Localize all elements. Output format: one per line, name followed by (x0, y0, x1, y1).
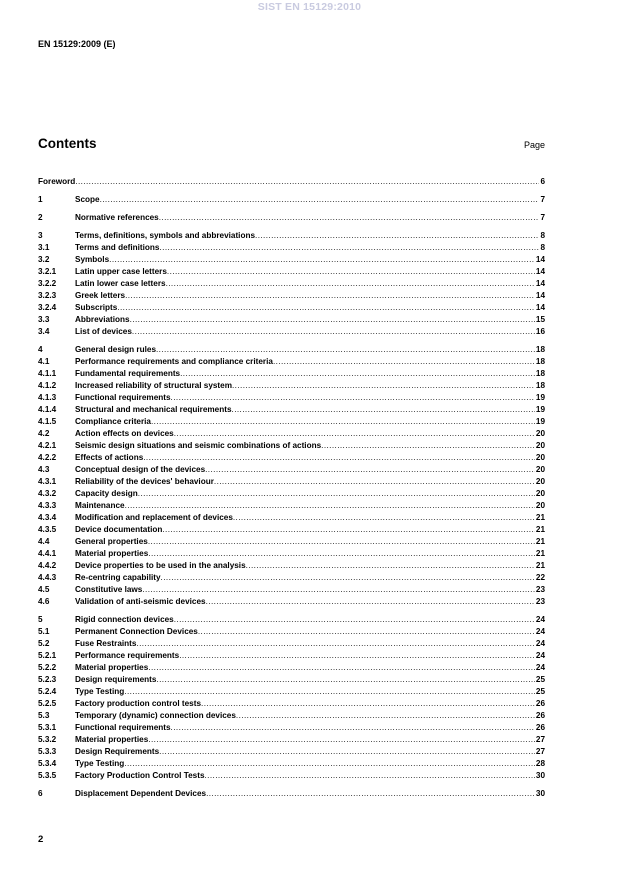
toc-entry[interactable] (38, 356, 545, 368)
toc-entry-page: 26 (535, 723, 545, 732)
toc-entry-number: 4.3.4 (38, 513, 57, 522)
toc-dot-leader (151, 416, 535, 428)
toc-entry-number: 3.1 (38, 243, 50, 252)
toc-entry-page: 24 (535, 651, 545, 660)
toc-dot-leader (205, 770, 535, 782)
toc-entry-title: Device documentation (75, 525, 163, 534)
toc-entry-page: 20 (535, 501, 545, 510)
toc-dot-leader (124, 686, 535, 698)
toc-entry-title: Type Testing (75, 687, 125, 696)
toc-entry[interactable] (38, 344, 545, 356)
toc-dot-leader (142, 584, 535, 596)
toc-entry[interactable] (38, 452, 545, 464)
toc-entry[interactable] (38, 686, 545, 698)
toc-entry[interactable] (38, 404, 545, 416)
toc-entry-number: 5.2.1 (38, 651, 57, 660)
toc-entry-page: 18 (535, 345, 545, 354)
toc-entry[interactable] (38, 758, 545, 770)
toc-entry-number: 4.4.2 (38, 561, 57, 570)
toc-dot-leader (174, 614, 535, 626)
toc-dot-leader (232, 404, 535, 416)
toc-entry-title: Seismic design situations and seismic combinations of actions (75, 441, 322, 450)
toc-entry[interactable] (38, 428, 545, 440)
toc-entry-title: Validation of anti-seismic devices (75, 597, 206, 606)
toc-entry-number: 3.2.1 (38, 267, 57, 276)
toc-dot-leader (125, 500, 535, 512)
toc-entry[interactable] (38, 476, 545, 488)
toc-entry-page: 25 (535, 687, 545, 696)
toc-entry[interactable] (38, 662, 545, 674)
toc-entry-number: 4.1 (38, 357, 50, 366)
toc-entry-page: 28 (535, 759, 545, 768)
toc-entry-number: 5.3.3 (38, 747, 57, 756)
toc-entry-number: 5.3.2 (38, 735, 57, 744)
toc-dot-leader (273, 356, 535, 368)
toc-entry-page: 20 (535, 441, 545, 450)
toc-entry-number: 4.4 (38, 537, 50, 546)
toc-entry-number: 4.1.5 (38, 417, 57, 426)
toc-entry-number: 5.3.5 (38, 771, 57, 780)
toc-entry-page: 21 (535, 537, 545, 546)
toc-entry-number: 5.3 (38, 711, 50, 720)
toc-entry[interactable] (38, 290, 545, 302)
toc-entry-number: 4.3.5 (38, 525, 57, 534)
toc-entry-number: 3.3 (38, 315, 50, 324)
toc-entry-page: 30 (535, 771, 545, 780)
toc-entry-page: 24 (535, 615, 545, 624)
toc-entry-page: 23 (535, 597, 545, 606)
toc-entry-page: 14 (535, 267, 545, 276)
toc-entry[interactable] (38, 440, 545, 452)
toc-entry-page: 15 (535, 315, 545, 324)
toc-entry[interactable] (38, 536, 545, 548)
table-of-contents (38, 176, 545, 800)
toc-entry-title: List of devices (75, 327, 132, 336)
toc-dot-leader (100, 194, 540, 206)
toc-entry-page: 20 (535, 429, 545, 438)
toc-entry-title: Material properties (75, 663, 149, 672)
toc-entry-title: Performance requirements and compliance criteria (75, 357, 273, 366)
toc-dot-leader (214, 476, 535, 488)
toc-entry-number: 4.2.1 (38, 441, 57, 450)
toc-entry[interactable] (38, 488, 545, 500)
toc-entry-title: Terms, definitions, symbols and abbreviations (75, 231, 256, 240)
toc-entry-title: Subscripts (75, 303, 118, 312)
toc-entry-page: 21 (535, 513, 545, 522)
toc-entry-number: 5.2.3 (38, 675, 57, 684)
toc-entry[interactable] (38, 254, 545, 266)
toc-dot-leader (206, 596, 535, 608)
toc-dot-leader (171, 392, 535, 404)
toc-entry-page: 26 (535, 711, 545, 720)
toc-dot-leader (166, 278, 535, 290)
toc-entry-title: General design rules (75, 345, 156, 354)
toc-entry-title: General properties (75, 537, 148, 546)
toc-dot-leader (156, 344, 535, 356)
toc-dot-leader (148, 536, 535, 548)
toc-dot-leader (232, 380, 535, 392)
toc-entry-number: 4.2 (38, 429, 50, 438)
toc-entry-title: Displacement Dependent Devices (75, 789, 207, 798)
toc-entry-page: 8 (540, 243, 545, 252)
watermark: SIST EN 15129:2010 (257, 1, 362, 13)
toc-dot-leader (159, 242, 539, 254)
toc-entry-number: 5.3.1 (38, 723, 57, 732)
toc-entry-number: 4.5 (38, 585, 50, 594)
toc-entry-number: 5.2.5 (38, 699, 57, 708)
toc-entry[interactable] (38, 242, 545, 254)
toc-entry-number: 4.3.1 (38, 477, 57, 486)
toc-entry-title: Conceptual design of the devices (75, 465, 206, 474)
toc-entry-title: Design Requirements (75, 747, 160, 756)
toc-entry[interactable] (38, 788, 545, 800)
toc-entry-title: Performance requirements (75, 651, 180, 660)
toc-entry-page: 19 (535, 417, 545, 426)
toc-entry-title: Constitutive laws (75, 585, 143, 594)
toc-entry[interactable] (38, 212, 545, 224)
toc-dot-leader (255, 230, 539, 242)
toc-entry-page: 8 (540, 231, 545, 240)
toc-dot-leader (117, 302, 535, 314)
toc-entry-number: 4.1.1 (38, 369, 57, 378)
toc-entry[interactable] (38, 230, 545, 242)
toc-dot-leader (109, 254, 535, 266)
toc-dot-leader (75, 176, 539, 188)
toc-entry-title: Device properties to be used in the analysis (75, 561, 246, 570)
toc-entry[interactable] (38, 560, 545, 572)
toc-entry-number: 5 (38, 615, 43, 624)
toc-entry-page: 25 (535, 675, 545, 684)
toc-entry[interactable] (38, 572, 545, 584)
toc-entry-title: Temporary (dynamic) connection devices (75, 711, 236, 720)
toc-entry[interactable] (38, 614, 545, 626)
toc-entry-title: Reliability of the devices' behaviour (75, 477, 214, 486)
toc-dot-leader (198, 626, 535, 638)
toc-entry[interactable] (38, 710, 545, 722)
toc-entry-number: 4.2.2 (38, 453, 57, 462)
toc-entry-page: 27 (535, 735, 545, 744)
page-column-label: Page (523, 140, 545, 150)
document-id: EN 15129:2009 (E) (38, 39, 116, 49)
toc-entry-title: Foreword (38, 177, 76, 186)
toc-entry-page: 23 (535, 585, 545, 594)
toc-entry-page: 22 (535, 573, 545, 582)
toc-entry[interactable] (38, 596, 545, 608)
toc-entry-page: 14 (535, 255, 545, 264)
toc-entry[interactable] (38, 722, 545, 734)
toc-entry-title: Type Testing (75, 759, 125, 768)
toc-entry[interactable] (38, 500, 545, 512)
toc-entry-number: 6 (38, 789, 43, 798)
toc-entry-page: 21 (535, 549, 545, 558)
toc-dot-leader (201, 698, 535, 710)
toc-dot-leader (236, 710, 535, 722)
toc-dot-leader (130, 314, 535, 326)
toc-entry-title: Fuse Restraints (75, 639, 137, 648)
toc-dot-leader (321, 440, 535, 452)
toc-entry-title: Fundamental requirements (75, 369, 181, 378)
toc-entry-number: 2 (38, 213, 43, 222)
toc-dot-leader (180, 368, 535, 380)
toc-entry-title: Modification and replacement of devices (75, 513, 233, 522)
toc-dot-leader (246, 560, 535, 572)
toc-entry[interactable] (38, 464, 545, 476)
toc-entry-title: Effects of actions (75, 453, 144, 462)
toc-dot-leader (148, 734, 535, 746)
toc-entry[interactable] (38, 698, 545, 710)
toc-entry[interactable] (38, 302, 545, 314)
toc-entry-title: Permanent Connection Devices (75, 627, 198, 636)
toc-entry[interactable] (38, 512, 545, 524)
toc-entry[interactable] (38, 674, 545, 686)
toc-entry-number: 3.2.3 (38, 291, 57, 300)
toc-entry-title: Design requirements (75, 675, 157, 684)
toc-dot-leader (138, 488, 535, 500)
toc-entry[interactable] (38, 524, 545, 536)
toc-entry-title: Scope (75, 195, 100, 204)
toc-entry-page: 19 (535, 393, 545, 402)
toc-entry-page: 14 (535, 279, 545, 288)
toc-dot-leader (136, 638, 534, 650)
toc-entry-number: 1 (38, 195, 43, 204)
toc-entry-number: 5.2.2 (38, 663, 57, 672)
toc-entry-number: 3.2 (38, 255, 50, 264)
toc-entry-number: 3.4 (38, 327, 50, 336)
toc-entry-title: Factory production control tests (75, 699, 202, 708)
toc-entry-number: 4.4.3 (38, 573, 57, 582)
toc-entry-page: 30 (535, 789, 545, 798)
toc-entry-page: 20 (535, 477, 545, 486)
toc-dot-leader (125, 290, 535, 302)
toc-entry[interactable] (38, 176, 545, 188)
toc-entry[interactable] (38, 194, 545, 206)
toc-dot-leader (148, 662, 535, 674)
toc-entry[interactable] (38, 770, 545, 782)
contents-heading: Contents (38, 136, 97, 151)
toc-dot-leader (148, 548, 535, 560)
toc-entry-page: 14 (535, 303, 545, 312)
toc-dot-leader (156, 674, 534, 686)
toc-dot-leader (174, 428, 535, 440)
toc-entry[interactable] (38, 626, 545, 638)
toc-entry-title: Re-centring capability (75, 573, 161, 582)
toc-entry-number: 3.2.4 (38, 303, 57, 312)
toc-entry-number: 5.2.4 (38, 687, 57, 696)
toc-entry-title: Latin upper case letters (75, 267, 167, 276)
toc-entry-title: Structural and mechanical requirements (75, 405, 232, 414)
toc-entry-page: 20 (535, 489, 545, 498)
toc-entry-number: 4.1.3 (38, 393, 57, 402)
toc-entry-number: 4.3.2 (38, 489, 57, 498)
toc-entry-title: Rigid connection devices (75, 615, 174, 624)
toc-entry-number: 3.2.2 (38, 279, 57, 288)
toc-dot-leader (205, 464, 535, 476)
toc-dot-leader (124, 758, 535, 770)
toc-entry-page: 24 (535, 627, 545, 636)
toc-entry-page: 18 (535, 357, 545, 366)
toc-dot-leader (159, 212, 540, 224)
page-number: 2 (38, 834, 44, 845)
toc-entry[interactable] (38, 380, 545, 392)
toc-entry-number: 4.1.2 (38, 381, 57, 390)
toc-entry-page: 6 (540, 177, 545, 186)
toc-entry[interactable] (38, 392, 545, 404)
toc-entry[interactable] (38, 734, 545, 746)
toc-dot-leader (162, 524, 535, 536)
toc-entry-page: 27 (535, 747, 545, 756)
toc-entry-page: 19 (535, 405, 545, 414)
toc-entry[interactable] (38, 326, 545, 338)
toc-entry-page: 18 (535, 369, 545, 378)
toc-entry[interactable] (38, 368, 545, 380)
toc-entry[interactable] (38, 314, 545, 326)
toc-entry-page: 21 (535, 525, 545, 534)
toc-entry-title: Material properties (75, 735, 149, 744)
toc-entry-number: 4.3 (38, 465, 50, 474)
toc-entry-title: Normative references (75, 213, 159, 222)
toc-entry-title: Functional requirements (75, 723, 171, 732)
toc-dot-leader (143, 452, 535, 464)
toc-entry-page: 24 (535, 663, 545, 672)
toc-entry-number: 5.1 (38, 627, 50, 636)
toc-entry[interactable] (38, 266, 545, 278)
toc-entry-title: Functional requirements (75, 393, 171, 402)
toc-entry-page: 21 (535, 561, 545, 570)
toc-entry-title: Compliance criteria (75, 417, 151, 426)
toc-entry-number: 5.2 (38, 639, 50, 648)
toc-entry[interactable] (38, 584, 545, 596)
toc-entry-page: 7 (540, 195, 545, 204)
toc-entry[interactable] (38, 638, 545, 650)
toc-entry-title: Terms and definitions (75, 243, 160, 252)
toc-entry-number: 4.1.4 (38, 405, 57, 414)
toc-entry-number: 4.3.3 (38, 501, 57, 510)
toc-entry-page: 7 (540, 213, 545, 222)
toc-dot-leader (132, 326, 535, 338)
toc-dot-leader (171, 722, 535, 734)
toc-dot-leader (179, 650, 535, 662)
toc-entry-page: 20 (535, 465, 545, 474)
toc-entry-title: Capacity design (75, 489, 138, 498)
toc-entry[interactable] (38, 278, 545, 290)
toc-entry-number: 5.3.4 (38, 759, 57, 768)
toc-entry[interactable] (38, 746, 545, 758)
toc-entry-title: Symbols (75, 255, 110, 264)
toc-entry-title: Abbreviations (75, 315, 130, 324)
toc-entry[interactable] (38, 548, 545, 560)
toc-entry-title: Maintenance (75, 501, 125, 510)
toc-entry-page: 20 (535, 453, 545, 462)
toc-entry-title: Material properties (75, 549, 149, 558)
toc-dot-leader (206, 788, 535, 800)
toc-entry-title: Latin lower case letters (75, 279, 166, 288)
toc-entry-title: Greek letters (75, 291, 126, 300)
toc-dot-leader (159, 746, 535, 758)
toc-entry-page: 26 (535, 699, 545, 708)
toc-dot-leader (167, 266, 535, 278)
toc-entry[interactable] (38, 416, 545, 428)
toc-entry-title: Increased reliability of structural system (75, 381, 232, 390)
toc-entry-page: 18 (535, 381, 545, 390)
toc-dot-leader (233, 512, 535, 524)
toc-entry-title: Factory Production Control Tests (75, 771, 205, 780)
toc-entry-page: 14 (535, 291, 545, 300)
toc-entry-number: 3 (38, 231, 43, 240)
toc-entry-number: 4.4.1 (38, 549, 57, 558)
toc-entry-page: 16 (535, 327, 545, 336)
toc-entry-page: 24 (535, 639, 545, 648)
toc-entry-number: 4.6 (38, 597, 50, 606)
toc-entry-title: Action effects on devices (75, 429, 174, 438)
toc-entry-number: 4 (38, 345, 43, 354)
toc-dot-leader (161, 572, 535, 584)
toc-entry[interactable] (38, 650, 545, 662)
